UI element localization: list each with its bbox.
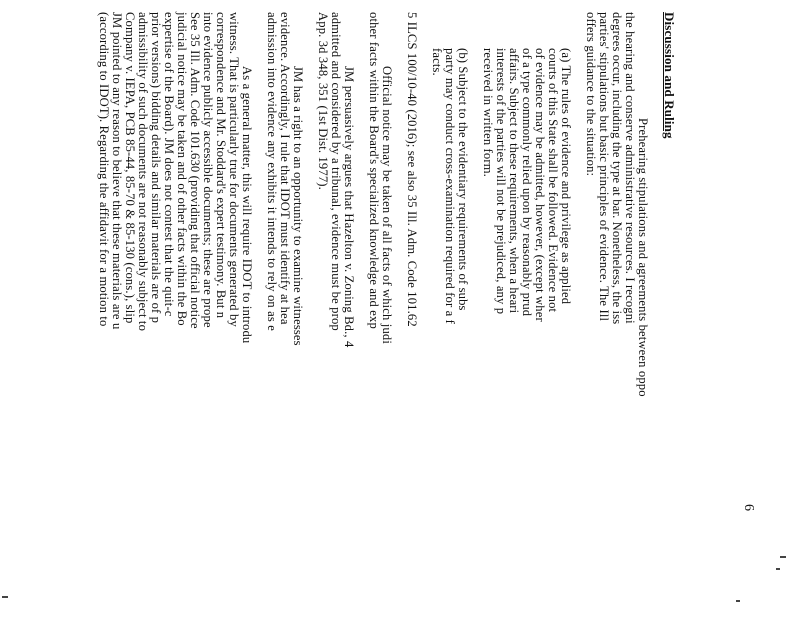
text-line: received in written form. (481, 48, 495, 177)
text-line: offers guidance to the situation: (584, 12, 598, 177)
text-line: into evidence publicly accessible documents; these are prope (201, 12, 215, 328)
text-line: (b) Subject to the evidentiary requirements of subs (456, 48, 470, 311)
text-line: witness. That is particularly true for documents generated by (227, 12, 241, 327)
text-line: 5 ILCS 100/10-40 (2016); see also 35 Ill. Adm. Code 101.62 (405, 12, 419, 327)
text-line: of a type commonly relied upon by reasonably prud (520, 48, 534, 317)
text-line: of evidence may be admitted, however, (except wher (533, 48, 547, 322)
text-line: (according to IDOT). Regarding the affidavit for a motion to (97, 12, 111, 327)
text-line: App. 3d 348, 351 (1st Dist. 1977). (316, 12, 330, 190)
text-line: parties' stipulations but basic principles of evidence. The Ill (597, 12, 611, 322)
text-line: facts. (430, 48, 444, 76)
text-line: Company v. IEPA, PCB 85-44, 85-70 & 85-130 (cons.), slip (123, 12, 137, 324)
text-line: evidence. Accordingly, I rule that IDOT must identify at hea (278, 12, 292, 325)
section-heading: Discussion and Ruling (662, 12, 677, 139)
crop-mark (780, 556, 786, 558)
text-line: JM has a right to an opportunity to examine witnesses (291, 66, 305, 346)
text-line: Prehearing stipulations and agreements between oppo (636, 118, 650, 397)
text-line: JM persuasively argues that Hazelton v. Zoning Bd., 4 (342, 66, 356, 348)
text-line: JM pointed to any reason to believe that these materials are u (110, 12, 124, 330)
text-line: correspondence and Mr. Stoddard's expert testimony. But n (214, 12, 228, 319)
text-line: expertise of the Board). JM does not contest that the quit-c (162, 12, 176, 317)
text-line: admitted and considered by a tribunal, evidence must be prop (329, 12, 343, 331)
text-line: the hearing and conserve administrative resources. I recogni (623, 12, 637, 324)
text-line: admissibility of such documents are not reasonably subject to (136, 12, 150, 332)
text-line: degrees occur, including the type at bar. Nonetheless, the iss (610, 12, 624, 325)
page-number: 6 (741, 504, 756, 511)
text-line: prior versions) bidding details and similar materials are of p (149, 12, 163, 324)
crop-mark (776, 568, 780, 570)
crop-mark (736, 600, 740, 602)
text-line: As a general matter, this will require IDOT to introdu (240, 66, 254, 344)
text-line: other facts within the Board's specialized knowledge and exp (367, 12, 381, 329)
text-line: judicial notice may be taken and of other facts within the Bo (175, 12, 189, 326)
crop-mark (2, 596, 8, 598)
text-line: admission into evidence any exhibits it intends to rely on as e (265, 12, 279, 331)
text-line: (a) The rules of evidence and privilege as applied (559, 48, 573, 305)
text-line: affairs. Subject to these requirements, when a heari (507, 48, 521, 314)
text-line: See 35 Ill. Adm. Code 101.630 (providing that official notice (188, 12, 202, 329)
text-line: interests of the parties will not be prejudiced, any p (494, 48, 508, 315)
text-line: courts of this State shall be followed. Evidence not (546, 48, 560, 313)
text-line: Official notice may be taken of all facts of which judi (380, 66, 394, 344)
text-line: party may conduct cross-examination required for a f (443, 48, 457, 325)
